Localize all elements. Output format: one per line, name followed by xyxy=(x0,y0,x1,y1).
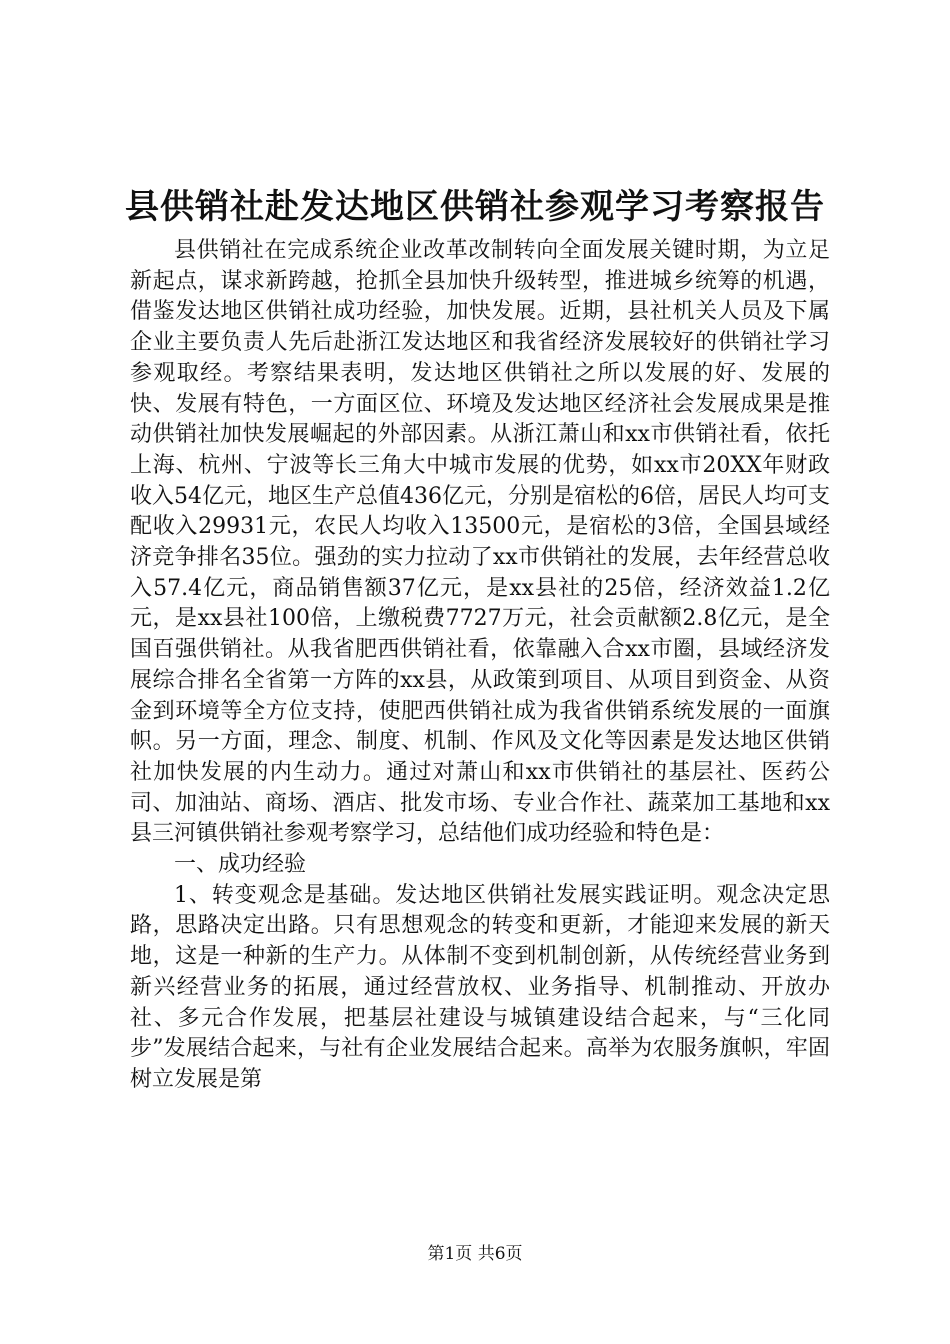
paragraph-point-1: 1、转变观念是基础。发达地区供销社发展实践证明。观念决定思路，思路决定出路。只有思想观念的转变和更新，才能迎来发展的新天地，这是一种新的生产力。从体制不变到机制创新，从传统经营业务到新兴经营业务的拓展，通过经营放权、业务指导、机制推动、开放办社、多元合作发展，把基层社建设与城镇建设结合起来，与“三化同步”发展结合起来，与社有企业发展结合起来。高举为农服务旗帜，牢固树立发展是第 xyxy=(130,882,830,1092)
paragraph-intro: 县供销社在完成系统企业改革改制转向全面发展关键时期，为立足新起点，谋求新跨越，抢抓全县加快升级转型，推进城乡统筹的机遇，借鉴发达地区供销社成功经验，加快发展。近期，县社机关人员及下属企业主要负责人先后赴浙江发达地区和我省经济发展较好的供销社学习参观取经。考察结果表明，发达地区供销社之所以发展的好、发展的快、发展有特色，一方面区位、环境及发达地区经济社会发展成果是推动供销社加快发展崛起的外部因素。从浙江萧山和xx市供销社看，依托上海、杭州、宁波等长三角大中城市发展的优势，如xx市20XX年财政收入54亿元，地区生产总值436亿元，分别是宿松的6倍，居民人均可支配收入29931元，农民人均收入13500元，是宿松的3倍，全国县域经济竞争排名35位。强劲的实力拉动了xx市供销社的发展，去年经营总收入57.4亿元，商品销售额37亿元，是xx县社的25倍，经济效益1.2亿元，是xx县社100倍，上缴税费7727万元，社会贡献额2.8亿元，是全国百强供销社。从我省肥西供销社看，依靠融入合xx市圈，县域经济发展综合排名全省第一方阵的xx县，从政策到项目、从项目到资金、从资金到环境等全方位支持，使肥西供销社成为我省供销系统发展的一面旗帜。另一方面，理念、制度、机制、作风及文化等因素是发达地区供销社加快发展的内生动力。通过对萧山和xx市供销社的基层社、医药公司、加油站、商场、酒店、批发市场、专业合作社、蔬菜加工基地和xx县三河镇供销社参观考察学习，总结他们成功经验和特色是： xyxy=(130,238,830,847)
document-body xyxy=(130,236,830,1096)
page-footer: 第1页 共6页 xyxy=(427,1244,523,1264)
page-title: 县供销社赴发达地区供销社参观学习考察报告 xyxy=(125,187,825,227)
section-heading-success-experience: 一、成功经验 xyxy=(174,852,307,878)
